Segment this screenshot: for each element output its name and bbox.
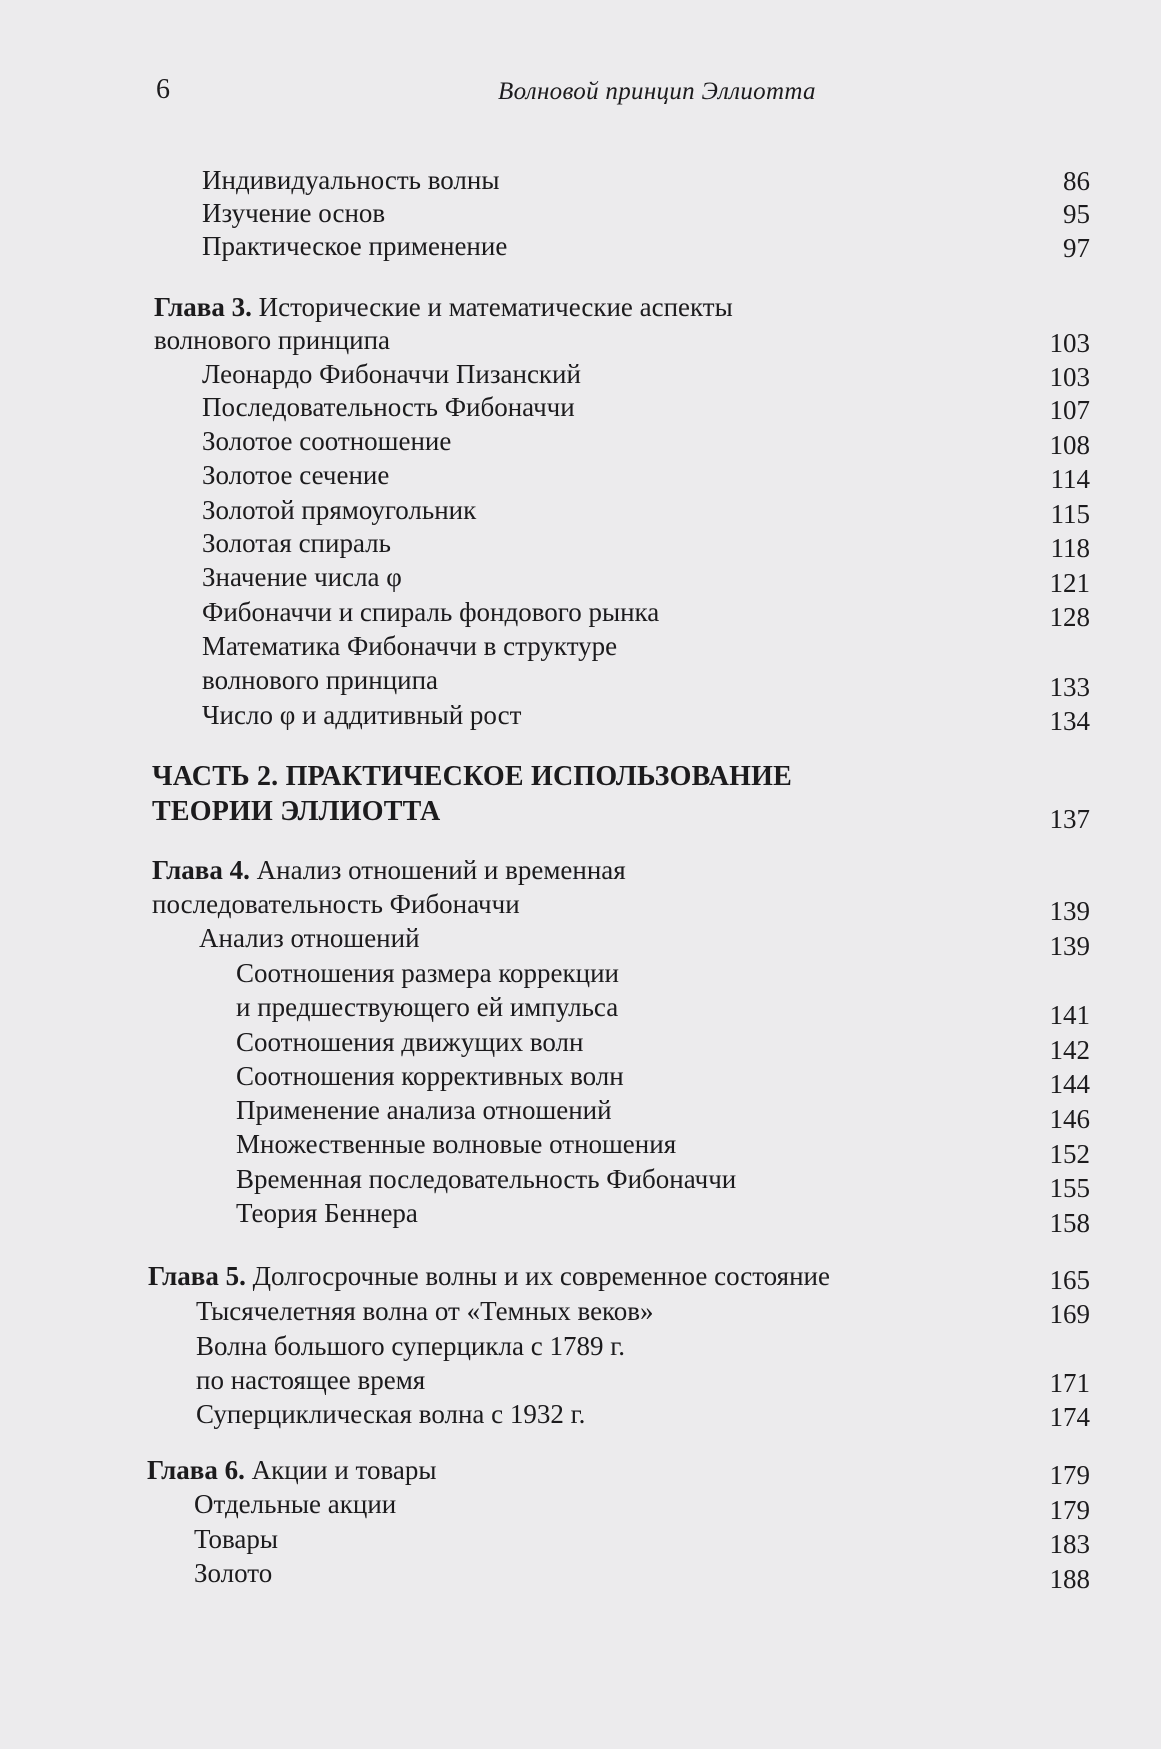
toc-entry: Фибоначчи и спираль фондового рынка [202, 597, 660, 627]
toc-subentry: Соотношения размера коррекции [236, 958, 620, 988]
chapter-title: Акции и товары [251, 1455, 437, 1485]
table-of-contents [0, 163, 1161, 1723]
toc-entry: Число φ и аддитивный рост [202, 700, 522, 730]
toc-entry: Изучение основ [202, 198, 386, 228]
toc-page-number: 174 [1049, 1402, 1090, 1432]
toc-page-number: 128 [1049, 602, 1090, 632]
chapter-title: Анализ отношений и временная [256, 855, 626, 885]
toc-part-heading-continued: ТЕОРИИ ЭЛЛИОТТА [152, 796, 441, 827]
running-title: Волновой принцип Эллиотта [498, 78, 816, 105]
toc-page-number: 86 [1063, 166, 1090, 196]
toc-subentry-continued: и предшествующего ей импульса [236, 992, 619, 1022]
toc-entry: Анализ отношений [199, 923, 420, 953]
toc-entry: Золотой прямоугольник [202, 495, 477, 525]
toc-chapter-heading [152, 853, 626, 887]
page-header [0, 74, 1161, 114]
toc-page-number: 139 [1049, 896, 1090, 926]
chapter-title: Долгосрочные волны и их современное состояние [252, 1261, 830, 1291]
toc-entry: Золото [194, 1558, 273, 1588]
toc-entry-continued: волнового принципа [202, 665, 439, 695]
toc-page-number: 115 [1050, 499, 1090, 529]
toc-entry: Математика Фибоначчи в структуре [202, 631, 618, 661]
toc-page-number: 158 [1049, 1208, 1090, 1238]
toc-page-number: 169 [1049, 1299, 1090, 1329]
toc-entry-continued: по настоящее время [196, 1365, 426, 1395]
toc-page-number: 142 [1049, 1035, 1090, 1065]
chapter-label: Глава 4. [152, 855, 250, 885]
toc-page-number: 107 [1049, 395, 1090, 425]
toc-page-number: 165 [1049, 1265, 1090, 1295]
page-number: 6 [156, 74, 170, 105]
toc-page-number: 155 [1049, 1173, 1090, 1203]
toc-subentry: Соотношения коррективных волн [236, 1061, 624, 1091]
chapter-title-continued: последовательность Фибоначчи [152, 889, 520, 919]
toc-page-number: 179 [1049, 1460, 1090, 1490]
toc-entry: Золотое сечение [202, 460, 390, 490]
toc-entry: Последовательность Фибоначчи [202, 392, 575, 422]
toc-entry: Тысячелетняя волна от «Темных веков» [196, 1296, 654, 1326]
toc-page-number: 139 [1049, 931, 1090, 961]
toc-page-number: 183 [1049, 1529, 1090, 1559]
toc-entry: Золотая спираль [202, 528, 391, 558]
toc-entry: Леонардо Фибоначчи Пизанский [202, 359, 581, 389]
toc-entry: Золотое соотношение [202, 426, 452, 456]
chapter-label: Глава 6. [147, 1455, 245, 1485]
toc-subentry: Множественные волновые отношения [236, 1129, 677, 1159]
toc-page-number: 118 [1050, 533, 1090, 563]
toc-entry: Волна большого суперцикла с 1789 г. [196, 1331, 625, 1361]
toc-subentry: Соотношения движущих волн [236, 1027, 584, 1057]
toc-page-number: 146 [1049, 1104, 1090, 1134]
toc-chapter-heading [147, 1453, 437, 1487]
chapter-label: Глава 5. [148, 1261, 246, 1291]
toc-page-number: 152 [1049, 1139, 1090, 1169]
toc-page-number: 103 [1049, 362, 1090, 392]
toc-entry: Практическое применение [202, 231, 508, 261]
toc-page-number: 134 [1049, 706, 1090, 736]
toc-subentry: Временная последовательность Фибоначчи [236, 1164, 737, 1194]
toc-entry: Товары [194, 1524, 278, 1554]
toc-subentry: Теория Беннера [236, 1198, 418, 1228]
chapter-title: Исторические и математические аспекты [258, 292, 733, 322]
toc-subentry: Применение анализа отношений [236, 1095, 612, 1125]
toc-page-number: 95 [1063, 199, 1090, 229]
toc-page-number: 103 [1049, 328, 1090, 358]
toc-entry: Индивидуальность волны [202, 165, 500, 195]
toc-page-number: 114 [1050, 464, 1090, 494]
toc-page-number: 179 [1049, 1495, 1090, 1525]
toc-part-heading: ЧАСТЬ 2. ПРАКТИЧЕСКОЕ ИСПОЛЬЗОВАНИЕ [152, 761, 792, 792]
toc-page-number: 133 [1049, 672, 1090, 702]
toc-page-number: 137 [1049, 804, 1090, 834]
toc-page-number: 188 [1049, 1564, 1090, 1594]
toc-page-number: 97 [1063, 233, 1090, 263]
toc-page-number: 108 [1049, 430, 1090, 460]
toc-entry: Отдельные акции [194, 1489, 397, 1519]
toc-page-number: 171 [1049, 1368, 1090, 1398]
toc-chapter-heading [154, 290, 733, 324]
chapter-title-continued: волнового принципа [154, 325, 391, 355]
toc-page-number: 144 [1049, 1069, 1090, 1099]
toc-page-number: 121 [1049, 568, 1090, 598]
toc-entry: Суперциклическая волна с 1932 г. [196, 1399, 586, 1429]
toc-chapter-heading [148, 1259, 830, 1293]
toc-page-number: 141 [1049, 1000, 1090, 1030]
chapter-label: Глава 3. [154, 292, 252, 322]
toc-entry: Значение числа φ [202, 562, 402, 592]
